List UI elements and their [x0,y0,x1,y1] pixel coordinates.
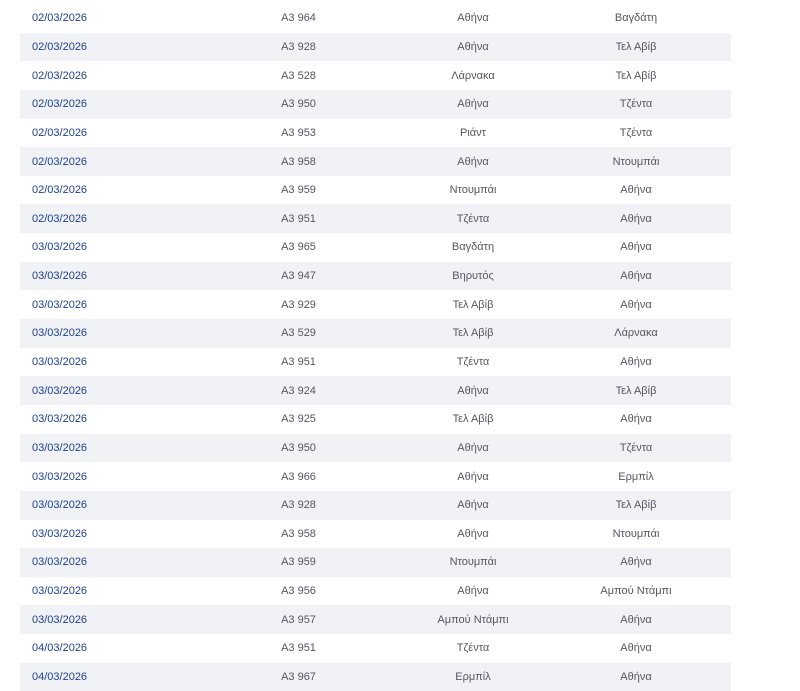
date-cell: 02/03/2026 [32,98,88,111]
date-cell: 03/03/2026 [32,270,88,283]
flights-table [20,4,731,691]
date-cell: 02/03/2026 [32,126,88,139]
origin-cell: Αθήνα [457,441,489,454]
date-cell: 03/03/2026 [32,527,88,540]
flight-number-cell: A3 953 [281,126,316,139]
origin-cell: Λάρνακα [451,69,495,82]
destination-cell: Τζέντα [619,98,653,111]
destination-cell: Τελ Αβίβ [615,499,657,512]
destination-cell: Αθήνα [620,184,652,197]
destination-cell: Αμπού Ντάμπι [600,585,672,598]
date-cell: 03/03/2026 [32,413,88,426]
flight-number-cell: A3 965 [281,241,316,254]
destination-cell: Αθήνα [620,642,652,655]
date-cell: 03/03/2026 [32,356,88,368]
flight-number-cell: A3 959 [281,556,316,569]
date-cell: 03/03/2026 [32,556,88,569]
flight-number-cell: A3 967 [281,671,316,684]
date-cell: 03/03/2026 [32,298,88,311]
table-row [20,119,731,148]
origin-cell: Τζέντα [456,356,490,368]
origin-cell: Βαγδάτη [451,241,495,254]
flight-number-cell: A3 924 [281,384,316,397]
flight-number-cell: A3 957 [281,613,316,626]
origin-cell: Βηρυτός [452,270,494,283]
flight-number-cell: A3 528 [281,69,316,82]
flight-number-cell: A3 529 [281,327,316,340]
date-cell: 02/03/2026 [32,155,88,168]
table-row [20,147,731,176]
table-row [20,548,731,577]
flight-number-cell: A3 929 [281,298,316,311]
origin-cell: Τελ Αβίβ [452,413,494,426]
date-cell: 03/03/2026 [32,499,88,512]
destination-cell: Αθήνα [620,241,652,254]
origin-cell: Αθήνα [457,12,489,25]
flight-number-cell: A3 951 [281,642,316,655]
destination-cell: Τζέντα [619,441,653,454]
destination-cell: Αθήνα [620,298,652,311]
table-row [20,491,731,520]
table-row [20,462,731,491]
destination-cell: Ντουμπάι [612,155,660,168]
origin-cell: Τελ Αβίβ [452,298,494,311]
table-row [20,434,731,463]
date-cell: 03/03/2026 [32,327,88,340]
destination-cell: Βαγδάτη [614,12,658,25]
table-row [20,4,731,33]
origin-cell: Ντουμπάι [449,184,497,197]
origin-cell: Αθήνα [457,98,489,111]
table-row [20,290,731,319]
date-cell: 04/03/2026 [32,671,88,684]
origin-cell: Αθήνα [457,384,489,397]
date-cell: 02/03/2026 [32,40,88,53]
table-row [20,634,731,663]
destination-cell: Τζέντα [619,126,653,139]
origin-cell: Τζέντα [456,212,490,225]
origin-cell: Ερμπίλ [455,671,491,684]
destination-cell: Τελ Αβίβ [615,40,657,53]
table-row [20,348,731,377]
destination-cell: Τελ Αβίβ [615,384,657,397]
destination-cell: Λάρνακα [614,327,658,340]
table-row [20,176,731,205]
table-row [20,520,731,549]
table-row [20,405,731,434]
origin-cell: Αθήνα [457,527,489,540]
date-cell: 03/03/2026 [32,241,88,254]
table-row [20,319,731,348]
destination-cell: Αθήνα [620,212,652,225]
destination-cell: Αθήνα [620,270,652,283]
table-row [20,262,731,291]
flight-number-cell: A3 951 [281,356,316,368]
origin-cell: Τζέντα [456,642,490,655]
flight-number-cell: A3 966 [281,470,316,483]
flight-number-cell: A3 964 [281,12,316,25]
date-cell: 03/03/2026 [32,585,88,598]
origin-cell: Ντουμπάι [449,556,497,569]
destination-cell: Αθήνα [620,556,652,569]
table-row [20,33,731,62]
date-cell: 03/03/2026 [32,470,88,483]
destination-cell: Αθήνα [620,671,652,684]
date-cell: 02/03/2026 [32,212,88,225]
origin-cell: Αθήνα [457,499,489,512]
flight-number-cell: A3 925 [281,413,316,426]
origin-cell: Αθήνα [457,470,489,483]
origin-cell: Αθήνα [457,40,489,53]
origin-cell: Αθήνα [457,155,489,168]
table-row [20,376,731,405]
date-cell: 02/03/2026 [32,12,88,25]
destination-cell: Ντουμπάι [612,527,660,540]
table-row [20,233,731,262]
flight-number-cell: A3 950 [281,441,316,454]
date-cell: 03/03/2026 [32,384,88,397]
flight-number-cell: A3 928 [281,40,316,53]
date-cell: 02/03/2026 [32,184,88,197]
origin-cell: Τελ Αβίβ [452,327,494,340]
table-row [20,61,731,90]
date-cell: 03/03/2026 [32,441,88,454]
flight-number-cell: A3 958 [281,155,316,168]
table-row [20,605,731,634]
origin-cell: Αθήνα [457,585,489,598]
destination-cell: Αθήνα [620,413,652,426]
destination-cell: Αθήνα [620,356,652,368]
table-row [20,90,731,119]
flight-number-cell: A3 956 [281,585,316,598]
flight-number-cell: A3 928 [281,499,316,512]
flight-number-cell: A3 947 [281,270,316,283]
origin-cell: Αμπού Ντάμπι [437,613,509,626]
flight-number-cell: A3 950 [281,98,316,111]
flight-number-cell: A3 958 [281,527,316,540]
destination-cell: Ερμπίλ [618,470,654,483]
flight-number-cell: A3 959 [281,184,316,197]
date-cell: 02/03/2026 [32,69,88,82]
table-row [20,577,731,606]
origin-cell: Ριάντ [460,126,486,139]
date-cell: 04/03/2026 [32,642,88,655]
table-row [20,663,731,691]
destination-cell: Αθήνα [620,613,652,626]
flight-number-cell: A3 951 [281,212,316,225]
destination-cell: Τελ Αβίβ [615,69,657,82]
table-row [20,204,731,233]
date-cell: 03/03/2026 [32,613,88,626]
